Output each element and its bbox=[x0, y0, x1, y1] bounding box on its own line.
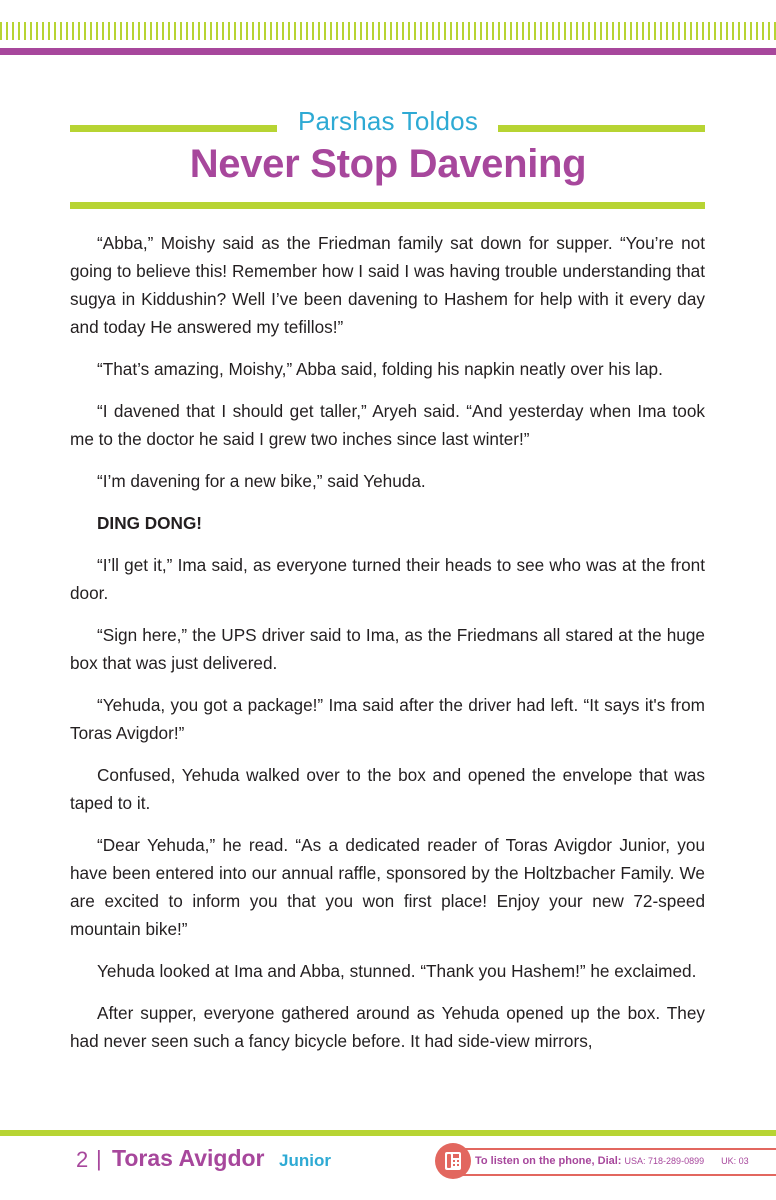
phone-info bbox=[475, 1155, 749, 1167]
brand-subtitle: Junior bbox=[279, 1151, 331, 1170]
phone-icon bbox=[435, 1143, 471, 1179]
story-paragraph: Yehuda looked at Ima and Abba, stunned. “Thank you Hashem!” he exclaimed. bbox=[97, 961, 697, 981]
story-paragraph: Confused, Yehuda walked over to the box and opened the envelope that was taped to it. bbox=[70, 765, 705, 813]
story-paragraph: “I davened that I should get taller,” Aryeh said. “And yesterday when Ima took me to the doctor he said I grew two inches since last winter!” bbox=[70, 401, 705, 449]
phone-label: To listen on the phone, Dial: bbox=[475, 1155, 622, 1167]
phone-uk: UK: 03 bbox=[721, 1156, 749, 1166]
top-tick-border bbox=[0, 22, 776, 40]
footer-separator: | bbox=[96, 1146, 102, 1171]
story-paragraph: “Sign here,” the UPS driver said to Ima, as the Friedmans all stared at the huge box that was just delivered. bbox=[70, 625, 705, 673]
story-paragraph: “I’m davening for a new bike,” said Yehuda. bbox=[97, 471, 426, 491]
story-paragraph: “Dear Yehuda,” he read. “As a dedicated reader of Toras Avigdor Junior, you have been entered into our annual raffle, sponsored by the Holtzbacher Family. We are excited to inform you that you won first place! Enjoy your new 72-speed mountain bike!” bbox=[70, 835, 705, 939]
story-paragraph-emphasis: DING DONG! bbox=[97, 513, 203, 533]
story-paragraph: “Abba,” Moishy said as the Friedman family sat down for supper. “You’re not going to believe this! Remember how I said I was having trouble understanding that sugya in Kiddushin? Well I’ve been davening to Hashem for help with it every day and today He answered my tefillos!” bbox=[70, 233, 705, 337]
phone-usa: USA: 718-289-0899 bbox=[624, 1156, 705, 1166]
top-purple-bar bbox=[0, 48, 776, 55]
story-paragraph: “Yehuda, you got a package!” Ima said after the driver had left. “It says it's from Toras Avigdor!” bbox=[70, 695, 705, 743]
story-paragraph: After supper, everyone gathered around as Yehuda opened up the box. They had never seen such a fancy bicycle before. It had side-view mirrors, bbox=[70, 1003, 705, 1051]
page-number: 2 bbox=[76, 1147, 89, 1172]
story-body bbox=[70, 229, 705, 1069]
footer-rule bbox=[0, 1130, 776, 1136]
header-rule-bottom bbox=[70, 202, 705, 209]
brand-name: Toras Avigdor bbox=[112, 1145, 265, 1171]
story-paragraph: “That’s amazing, Moishy,” Abba said, folding his napkin neatly over his lap. bbox=[97, 359, 663, 379]
story-paragraph: “I’ll get it,” Ima said, as everyone turned their heads to see who was at the front door. bbox=[70, 555, 705, 603]
story-title: Never Stop Davening bbox=[189, 142, 587, 186]
parsha-title: Parshas Toldos bbox=[297, 106, 479, 136]
